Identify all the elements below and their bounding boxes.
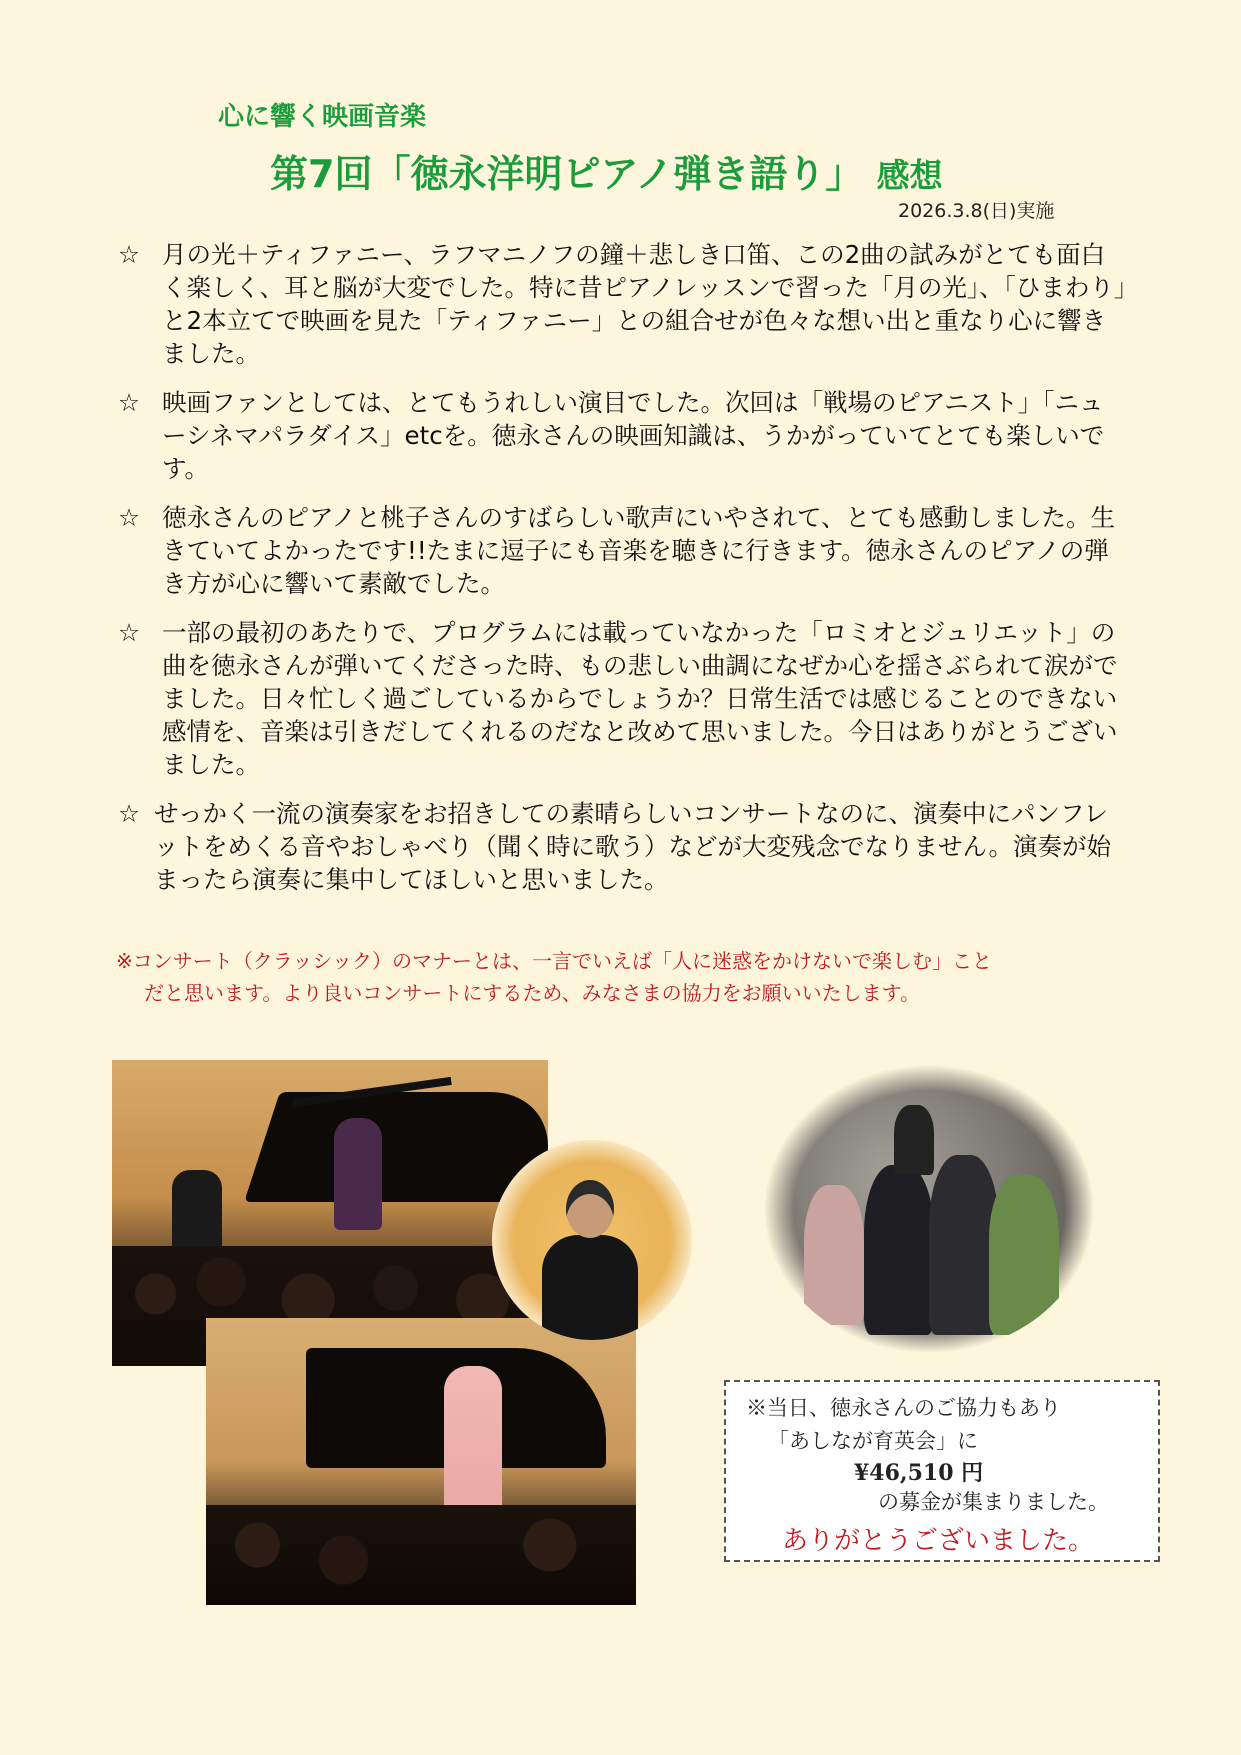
comment-item (118, 616, 1128, 781)
person-figure (989, 1175, 1059, 1335)
title-main: 第7回「徳永洋明ピアノ弾き語り」 (270, 152, 864, 196)
manner-note-line: ※コンサート（クラッシック）のマナーとは、一言でいえば「人に迷惑をかけないで楽しむ」こと (116, 949, 992, 973)
star-icon: ☆ (118, 388, 140, 417)
speaker-body (542, 1235, 638, 1340)
audience-silhouettes (206, 1505, 636, 1605)
star-icon: ☆ (118, 799, 140, 828)
donation-box (724, 1380, 1160, 1562)
comment-item (118, 386, 1128, 485)
page-title (270, 143, 943, 198)
singer-figure (334, 1118, 382, 1230)
donation-line: 「あしなが育英会」に (768, 1429, 978, 1453)
piano-shape (244, 1092, 548, 1202)
person-figure (864, 1165, 934, 1335)
lobby-crowd-photo (764, 1065, 1094, 1353)
comment-text: せっかく一流の演奏家をお招きしての素晴らしいコンサートなのに、演奏中にパンフレットをめくる音やおしゃべり（聞く時に歌う）などが大変残念でなりません。演奏が始まったら演奏に集中してほしいと思いました。 (154, 799, 1111, 894)
donation-thanks: ありがとうございました。 (782, 1526, 1095, 1556)
comment-text: 映画ファンとしては、とてもうれしい演目でした。次回は「戦場のピアニスト」「ニューシネマパラダイス」etcを。徳永さんの映画知識は、うかがっていてとても楽しいです。 (162, 388, 1105, 483)
title-suffix: 感想 (876, 156, 943, 195)
singer-performance-photo (206, 1318, 636, 1605)
comment-text: 月の光＋ティファニー、ラフマニノフの鐘＋悲しき口笛、この2曲の試みがとても面白く楽しく、耳と脳が大変でした。特に昔ピアノレッスンで習った「月の光」、「ひまわり」と2本立てで映画を見た「ティファニー」との組合せが色々な想い出と重なり心に響きました。 (162, 240, 1127, 368)
comment-text: 一部の最初のあたりで、プログラムには載っていなかった「ロミオとジュリエット」の曲を徳永さんが弾いてくださった時、もの悲しい曲調になぜか心を揺さぶられて涙がでました。日々忙しく過ごしているからでしょうか？日常生活では感じることのできない感情を、音楽は引きだしてくれるのだなと改めて思いました。今日はありがとうございました。 (162, 618, 1118, 779)
comment-item (118, 501, 1128, 600)
comment-item (118, 797, 1128, 896)
donation-line: の募金が集まりました。 (878, 1490, 1109, 1514)
donation-amount: ¥46,510 円 (854, 1460, 984, 1486)
manner-note (116, 945, 1146, 1009)
event-subtitle: 心に響く映画音楽 (218, 102, 427, 132)
pianist-figure (172, 1170, 222, 1250)
comment-text: 徳永さんのピアノと桃子さんのすばらしい歌声にいやされて、とても感動しました。生きていてよかったです!!たまに逗子にも音楽を聴きに行きます。徳永さんのピアノの弾き方が心に響いて素敵でした。 (162, 503, 1116, 598)
donation-line: ※当日、徳永さんのご協力もあり (746, 1396, 1061, 1420)
person-figure (894, 1105, 934, 1175)
speaker-head (566, 1180, 614, 1238)
event-date: 2026.3.8(日)実施 (898, 200, 1055, 222)
speaker-portrait-photo (492, 1140, 692, 1340)
star-icon: ☆ (118, 618, 140, 647)
comment-item (118, 238, 1128, 370)
comment-list (118, 238, 1128, 912)
manner-note-line: だと思います。より良いコンサートにするため、みなさまの協力をお願いいたします。 (144, 981, 920, 1005)
star-icon: ☆ (118, 503, 140, 532)
star-icon: ☆ (118, 240, 140, 269)
person-figure (804, 1185, 864, 1325)
